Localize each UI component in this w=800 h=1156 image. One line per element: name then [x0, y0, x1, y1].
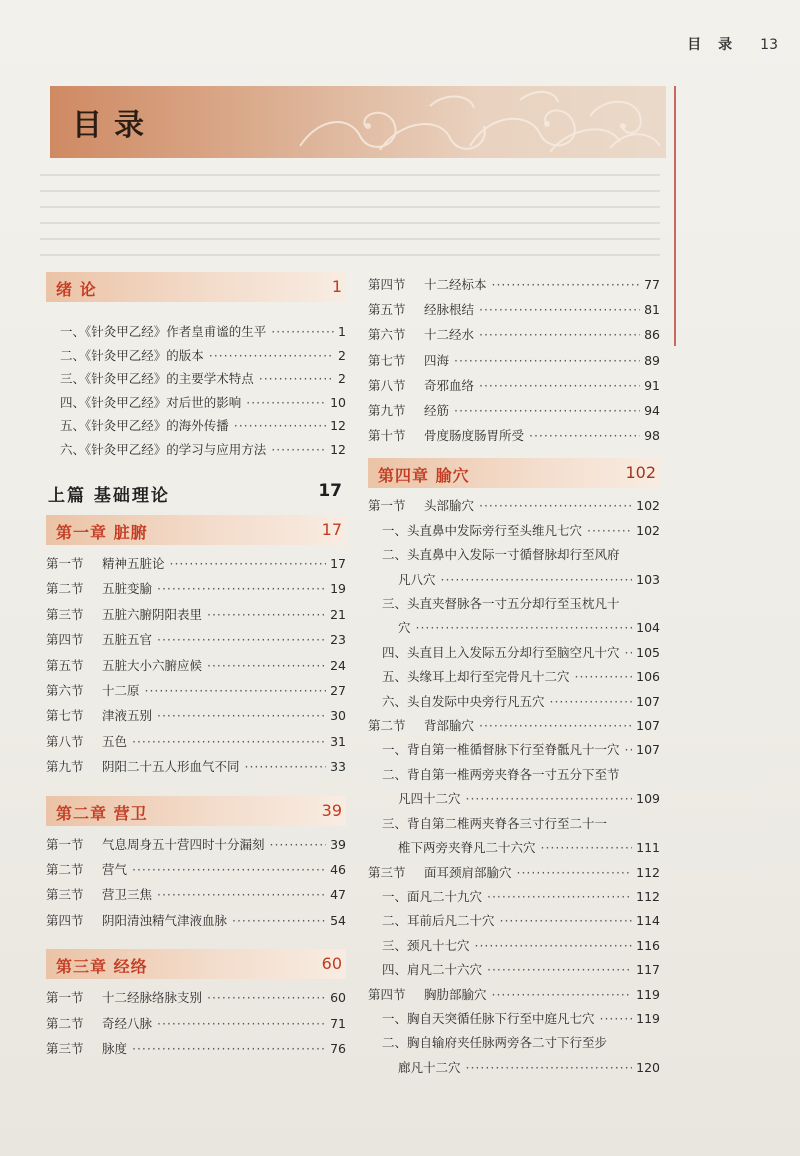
toc-entry[interactable]: 第七节 四海 ····· 89: [368, 348, 660, 373]
toc-entry-line2[interactable]: 凡四十二穴 ····· 109: [368, 787, 660, 811]
toc-section-entry[interactable]: 第一节 头部腧穴 ····· 102: [368, 494, 660, 518]
toc-entry[interactable]: 第十节 骨度肠度肠胃所受 ····· 98: [368, 423, 660, 448]
chapter-title: 第一章 脏腑: [56, 523, 148, 542]
chapter-title: 第四章 腧穴: [378, 466, 470, 486]
toc-entry[interactable]: 第三节 五脏六腑阴阳表里 ····· 21: [46, 602, 346, 627]
chapter-page: 102: [625, 463, 656, 483]
toc-section-entry[interactable]: 第四节 胸肋部腧穴 ····· 119: [368, 983, 660, 1007]
toc-chapter-heading[interactable]: [46, 796, 346, 826]
running-header: [687, 34, 778, 54]
toc-entry[interactable]: 一、《针灸甲乙经》作者皇甫谧的生平 ····· 1: [46, 320, 346, 344]
toc-entry-line1[interactable]: 二、背自第一椎两旁夹脊各一寸五分下至节: [382, 766, 620, 782]
toc-chapter-heading[interactable]: [46, 949, 346, 979]
toc-entry[interactable]: 六、头自发际中央旁行凡五穴 ····· 107: [368, 690, 660, 714]
toc-entry[interactable]: 第二节 五脏变腧 ····· 19: [46, 576, 346, 601]
toc-entry[interactable]: 四、《针灸甲乙经》对后世的影响 ····· 10: [46, 391, 346, 415]
intro-page: 1: [331, 277, 342, 296]
part-page: 17: [318, 481, 342, 501]
chapter-sections: [368, 494, 660, 1080]
toc-entry[interactable]: 第五节 经脉根结 ····· 81: [368, 297, 660, 322]
toc-entry[interactable]: 第六节 十二经水 ····· 86: [368, 322, 660, 347]
toc-entry[interactable]: 第六节 十二原 ····· 27: [46, 678, 346, 703]
chapter-sections: [46, 551, 346, 780]
toc-part-heading[interactable]: [46, 479, 346, 505]
toc-entry[interactable]: 第一节 十二经脉络脉支别 ····· 60: [46, 985, 346, 1010]
toc-entry[interactable]: 二、《针灸甲乙经》的版本 ····· 2: [46, 344, 346, 368]
toc-entry[interactable]: 第八节 五色 ····· 31: [46, 729, 346, 754]
toc-intro-heading[interactable]: [46, 272, 346, 302]
toc-entry[interactable]: 第九节 经筋 ····· 94: [368, 398, 660, 423]
bleed-through-shadow: [40, 160, 660, 270]
chapter-sections: [46, 832, 346, 934]
toc-entry[interactable]: 一、胸自天突循任脉下行至中庭凡七穴 ····· 119: [368, 1007, 660, 1031]
toc-entry[interactable]: 第四节 五脏五官 ····· 23: [46, 627, 346, 652]
toc-entry[interactable]: 一、面凡二十九穴 ····· 112: [368, 885, 660, 909]
part-title: 上篇 基础理论: [48, 486, 170, 506]
toc-entry[interactable]: 第八节 奇邪血络 ····· 91: [368, 373, 660, 398]
toc-entry[interactable]: 五、《针灸甲乙经》的海外传播 ····· 12: [46, 414, 346, 438]
toc-right-column: [368, 272, 660, 1080]
chapter-page: 39: [321, 800, 342, 820]
toc-entry-line2[interactable]: 廊凡十二穴 ····· 120: [368, 1056, 660, 1080]
toc-entry[interactable]: 第七节 津液五别 ····· 30: [46, 703, 346, 728]
intro-items: [46, 320, 346, 461]
toc-entry-line1[interactable]: 二、胸自输府夹任脉两旁各二寸下行至步: [382, 1035, 608, 1051]
toc-entry[interactable]: 第九节 阴阳二十五人形血气不同 ····· 33: [46, 754, 346, 779]
toc-entry[interactable]: 第五节 五脏大小六腑应候 ····· 24: [46, 653, 346, 678]
running-title: 目 录: [687, 37, 739, 53]
toc-entry[interactable]: 第一节 气息周身五十营四时十分漏刻 ····· 39: [46, 832, 346, 857]
vertical-rule: [674, 86, 676, 346]
toc-entry[interactable]: 五、头缘耳上却行至完骨凡十二穴 ····· 106: [368, 665, 660, 689]
toc-entry[interactable]: 三、颈凡十七穴 ····· 116: [368, 934, 660, 958]
toc-entry[interactable]: 第一节 精神五脏论 ····· 17: [46, 551, 346, 576]
toc-left-column: [46, 272, 346, 1062]
toc-entry[interactable]: 第四节 十二经标本 ····· 77: [368, 272, 660, 297]
toc-entry-line1[interactable]: 三、背自第二椎两夹脊各三寸行至二十一: [382, 815, 608, 831]
toc-entry[interactable]: 四、头直目上入发际五分却行至脑空凡十穴 ····· 105: [368, 641, 660, 665]
toc-section-entry[interactable]: 第三节 面耳颈肩部腧穴 ····· 112: [368, 861, 660, 885]
toc-entry[interactable]: 一、头直鼻中发际旁行至头维凡七穴 ····· 102: [368, 519, 660, 543]
toc-entry-line2[interactable]: 椎下两旁夹脊凡二十六穴 ····· 111: [368, 836, 660, 860]
toc-entry-line2[interactable]: 凡八穴 ····· 103: [368, 568, 660, 592]
toc-entry[interactable]: 四、肩凡二十六穴 ····· 117: [368, 958, 660, 982]
toc-entry[interactable]: 一、背自第一椎循督脉下行至脊骶凡十一穴 ····· 107: [368, 738, 660, 762]
toc-entry[interactable]: 六、《针灸甲乙经》的学习与应用方法 ····· 12: [46, 438, 346, 462]
toc-entry[interactable]: 第三节 脉度 ····· 76: [46, 1036, 346, 1061]
chapter-title: 第三章 经络: [56, 957, 148, 977]
toc-chapter-heading[interactable]: [46, 515, 346, 545]
chapter-title: 第二章 营卫: [56, 803, 148, 823]
toc-entry-line2[interactable]: 穴 ····· 104: [368, 616, 660, 640]
toc-section-entry[interactable]: 第二节 背部腧穴 ····· 107: [368, 714, 660, 738]
toc-entry[interactable]: 第二节 营气 ····· 46: [46, 857, 346, 882]
chapter-page: 60: [321, 954, 342, 974]
chapter-sections: [46, 985, 346, 1061]
intro-title: 绪 论: [56, 280, 97, 299]
toc-entry[interactable]: 第二节 奇经八脉 ····· 71: [46, 1011, 346, 1036]
toc-entry[interactable]: 第三节 营卫三焦 ····· 47: [46, 882, 346, 907]
toc-entry[interactable]: 三、《针灸甲乙经》的主要学术特点 ····· 2: [46, 367, 346, 391]
chapter-page: 17: [321, 520, 342, 539]
page-number: 13: [760, 37, 778, 53]
title-banner: [50, 86, 666, 158]
chapter-sections: [368, 272, 660, 448]
toc-chapter-heading[interactable]: [368, 458, 660, 488]
toc-entry[interactable]: 第四节 阴阳清浊精气津液血脉 ····· 54: [46, 908, 346, 933]
toc-entry[interactable]: 二、耳前后凡二十穴 ····· 114: [368, 909, 660, 933]
toc-entry-line1[interactable]: 三、头直夹督脉各一寸五分却行至玉枕凡十: [382, 596, 620, 612]
page-title: 目录: [72, 108, 156, 143]
toc-entry-line1[interactable]: 二、头直鼻中入发际一寸循督脉却行至风府: [382, 547, 620, 563]
